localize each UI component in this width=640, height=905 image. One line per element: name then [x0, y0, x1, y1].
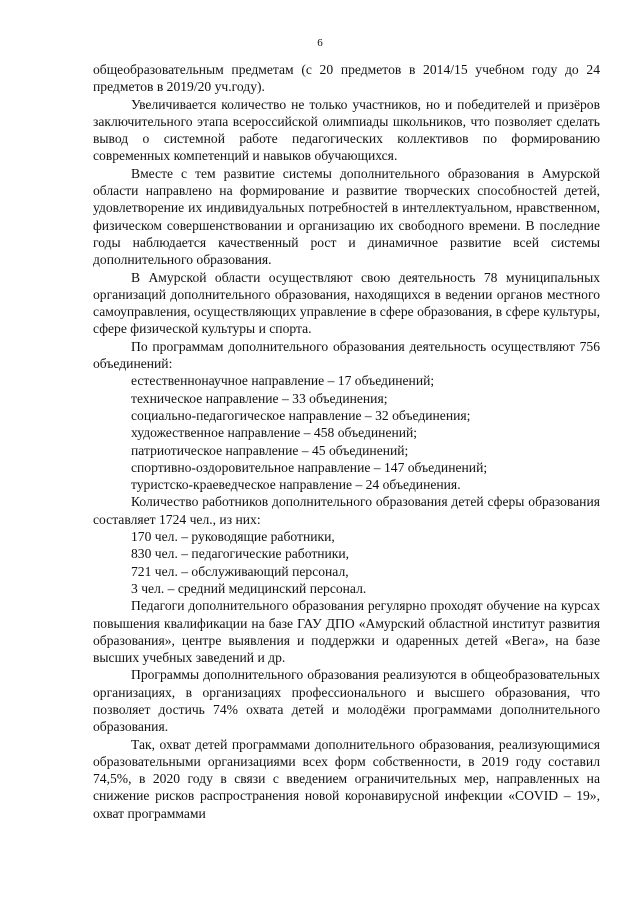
list-item: 721 чел. – обслуживающий персонал,: [131, 563, 349, 579]
paragraph-additional-education: Вместе с тем развитие системы дополнительного образования в Амурской области направлено на формирование и развитие творческих способностей детей, удовлетворение их индивидуальных потребностей в интеллектуальном, нравственном, физическом совершенствовании и организацию их свободного времени. В последние годы наблюдается качественный рост и динамичное развитие всей системы дополнительного образования.: [93, 165, 600, 268]
list-item: социально-педагогическое направление – 32 объединения;: [131, 407, 471, 423]
list-item: естественнонаучное направление – 17 объединений;: [131, 373, 435, 389]
staff-list: [93, 528, 600, 597]
list-item: 170 чел. – руководящие работники,: [131, 529, 335, 545]
paragraph-program-implementation: Программы дополнительного образования реализуются в общеобразовательных организациях, в организациях профессионального и высшего образования, что позволяет достичь 74% охвата детей и молодёжи программами дополнительного образования.: [93, 667, 600, 735]
paragraph-olympiad-subjects: общеобразовательным предметам (с 20 предметов в 2014/15 учебном году до 24 предметов в 2019/20 уч.году).: [93, 62, 600, 95]
document-body: [93, 61, 600, 822]
paragraph-staff-intro: Количество работников дополнительного образования детей сферы образования составляет 1724 чел., из них:: [93, 494, 600, 527]
list-item: техническое направление – 33 объединения;: [131, 390, 388, 406]
page-number: 6: [317, 37, 323, 49]
list-item: туристско-краеведческое направление – 24 объединения.: [131, 477, 461, 493]
directions-list: [93, 372, 600, 493]
paragraph-municipal-organizations: В Амурской области осуществляют свою деятельность 78 муниципальных организаций дополнительного образования, находящихся в ведении органов местного самоуправления, осуществляющих управление в сфере образования, в сфере культуры, сфере физической культуры и спорта.: [93, 269, 600, 337]
list-item: художественное направление – 458 объединений;: [131, 425, 418, 441]
paragraph-teacher-training: Педагоги дополнительного образования регулярно проходят обучение на курсах повышения квалификации на базе ГАУ ДПО «Амурский областной институт развития образования», центре выявления и поддержки и одаренных детей «Вега», на базе высших учебных заведений и др.: [93, 598, 600, 666]
list-item: 830 чел. – педагогические работники,: [131, 546, 350, 562]
paragraph-olympiad-winners: Увеличивается количество не только участников, но и победителей и призёров заключительного этапа всероссийской олимпиады школьников, что позволяет сделать вывод о системной работе педагогических коллективов по формированию современных компетенций и навыков обучающихся.: [93, 96, 600, 164]
paragraph-associations-intro: По программам дополнительного образования деятельность осуществляют 756 объединений:: [93, 338, 600, 372]
list-item: спортивно-оздоровительное направление – 147 объединений;: [131, 459, 488, 475]
list-item: патриотическое направление – 45 объединений;: [131, 442, 409, 458]
paragraph-coverage-statistics: Так, охват детей программами дополнительного образования, реализующимися образовательными организациями всех форм собственности, в 2019 году составил 74,5%, в 2020 году в связи с введением ограничительных мер, направленных на снижение рисков распространения новой коронавирусной инфекции «COVID – 19», охват программами: [93, 736, 600, 821]
list-item: 3 чел. – средний медицинский персонал.: [131, 580, 367, 596]
